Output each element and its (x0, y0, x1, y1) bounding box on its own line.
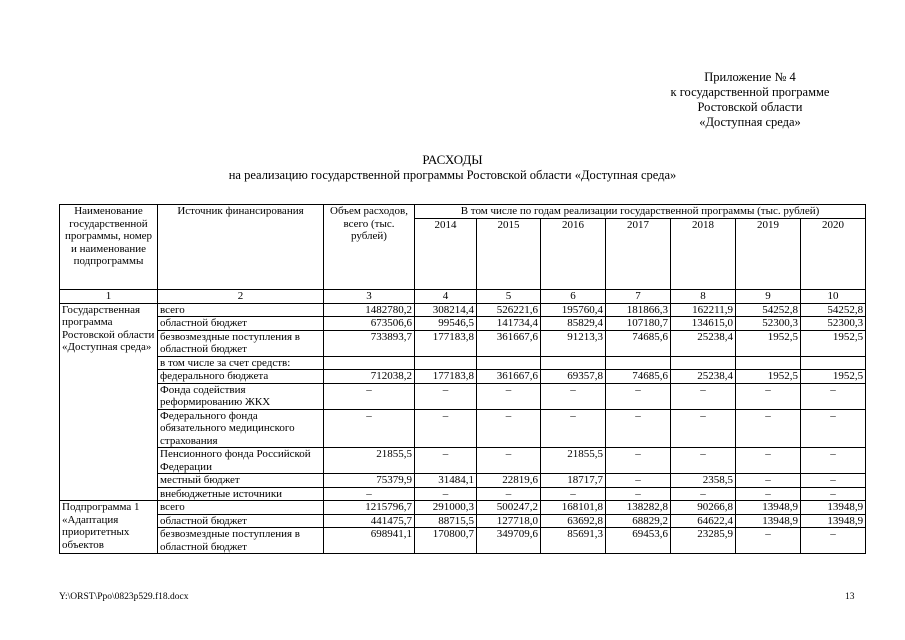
year-value-cell: 85691,3 (541, 528, 606, 554)
year-value-cell: 361667,6 (477, 330, 541, 356)
header-name: Наименование государственной программы, номер и наименование подпрограммы (60, 205, 158, 290)
header-year: 2016 (541, 218, 606, 290)
year-value-cell: 168101,8 (541, 501, 606, 515)
source-cell: всего (158, 303, 324, 317)
year-value-cell: – (736, 474, 801, 488)
program-name-cell: Государственная программа Ростовской области «Доступная среда» (60, 303, 158, 501)
year-value-cell: 177183,8 (415, 330, 477, 356)
header-year: 2015 (477, 218, 541, 290)
appendix-line: Ростовской области (697, 100, 803, 114)
year-value-cell: 349709,6 (477, 528, 541, 554)
table-row (60, 317, 866, 331)
year-value-cell: 99546,5 (415, 317, 477, 331)
year-value-cell: 90266,8 (671, 501, 736, 515)
expenses-table (59, 204, 866, 554)
year-value-cell: 291000,3 (415, 501, 477, 515)
footer-file-path: Y:\ORST\Ppo\0823p529.f18.docx (59, 592, 189, 602)
total-value-cell: 1482780,2 (324, 303, 415, 317)
table-row (60, 383, 866, 409)
year-value-cell: 74685,6 (606, 370, 671, 384)
year-value-cell: – (541, 409, 606, 448)
total-value-cell (324, 356, 415, 370)
year-value-cell: 31484,1 (415, 474, 477, 488)
year-value-cell: 25238,4 (671, 330, 736, 356)
table-row (60, 501, 866, 515)
program-name-cell: Подпрограмма 1 «Адаптация приоритетных объектов (60, 501, 158, 554)
year-value-cell: – (415, 409, 477, 448)
year-value-cell: 63692,8 (541, 514, 606, 528)
year-value-cell: – (541, 487, 606, 501)
year-value-cell: – (606, 409, 671, 448)
year-value-cell: – (415, 448, 477, 474)
source-cell: федерального бюджета (158, 370, 324, 384)
source-cell: безвозмездные поступления в областной бюджет (158, 330, 324, 356)
header-year: 2018 (671, 218, 736, 290)
year-value-cell (736, 356, 801, 370)
total-value-cell: – (324, 487, 415, 501)
year-value-cell: 25238,4 (671, 370, 736, 384)
year-value-cell: – (606, 448, 671, 474)
year-value-cell: 13948,9 (801, 514, 866, 528)
table-row (60, 356, 866, 370)
source-cell: областной бюджет (158, 317, 324, 331)
year-value-cell: 308214,4 (415, 303, 477, 317)
year-value-cell: 21855,5 (541, 448, 606, 474)
year-value-cell: 2358,5 (671, 474, 736, 488)
year-value-cell: 68829,2 (606, 514, 671, 528)
year-value-cell (801, 356, 866, 370)
header-year: 2017 (606, 218, 671, 290)
year-value-cell: 64622,4 (671, 514, 736, 528)
index-cell: 10 (801, 290, 866, 304)
appendix-line: Приложение № 4 (704, 70, 796, 84)
year-value-cell: – (736, 528, 801, 554)
index-cell: 3 (324, 290, 415, 304)
year-value-cell: 1952,5 (736, 370, 801, 384)
total-value-cell: 712038,2 (324, 370, 415, 384)
total-value-cell: 75379,9 (324, 474, 415, 488)
table-row (60, 514, 866, 528)
table-row (60, 409, 866, 448)
total-value-cell: – (324, 409, 415, 448)
year-value-cell: – (606, 474, 671, 488)
year-value-cell (477, 356, 541, 370)
year-value-cell: 13948,9 (801, 501, 866, 515)
year-value-cell: 1952,5 (736, 330, 801, 356)
year-value-cell: 69453,6 (606, 528, 671, 554)
source-cell: Федерального фонда обязательного медицинского страхования (158, 409, 324, 448)
year-value-cell: – (671, 448, 736, 474)
year-value-cell: – (801, 528, 866, 554)
year-value-cell: – (477, 383, 541, 409)
index-row (60, 290, 866, 304)
source-cell: областной бюджет (158, 514, 324, 528)
source-cell: местный бюджет (158, 474, 324, 488)
total-value-cell: 733893,7 (324, 330, 415, 356)
year-value-cell: 170800,7 (415, 528, 477, 554)
year-value-cell: 1952,5 (801, 370, 866, 384)
year-value-cell (671, 356, 736, 370)
year-value-cell: 69357,8 (541, 370, 606, 384)
year-value-cell: 500247,2 (477, 501, 541, 515)
year-value-cell (606, 356, 671, 370)
year-value-cell: 18717,7 (541, 474, 606, 488)
total-value-cell: 1215796,7 (324, 501, 415, 515)
table-row (60, 303, 866, 317)
source-cell: Пенсионного фонда Российской Федерации (158, 448, 324, 474)
year-value-cell: – (477, 487, 541, 501)
header-year: 2020 (801, 218, 866, 290)
year-value-cell: – (801, 409, 866, 448)
source-cell: в том числе за счет средств: (158, 356, 324, 370)
year-value-cell: 138282,8 (606, 501, 671, 515)
header-year: 2014 (415, 218, 477, 290)
source-cell: безвозмездные поступления в областной бюджет (158, 528, 324, 554)
header-year: 2019 (736, 218, 801, 290)
year-value-cell: 13948,9 (736, 514, 801, 528)
year-value-cell: 195760,4 (541, 303, 606, 317)
year-value-cell: – (671, 487, 736, 501)
year-value-cell: – (541, 383, 606, 409)
source-cell: Фонда содействия реформированию ЖКХ (158, 383, 324, 409)
year-value-cell: 85829,4 (541, 317, 606, 331)
year-value-cell: 88715,5 (415, 514, 477, 528)
year-value-cell: – (736, 487, 801, 501)
document-subtitle: на реализацию государственной программы Ростовской области «Доступная среда» (228, 168, 677, 182)
table-row (60, 474, 866, 488)
source-cell: всего (158, 501, 324, 515)
total-value-cell: 21855,5 (324, 448, 415, 474)
table-row (60, 487, 866, 501)
year-value-cell: – (736, 383, 801, 409)
year-value-cell (541, 356, 606, 370)
index-cell: 9 (736, 290, 801, 304)
total-value-cell: 698941,1 (324, 528, 415, 554)
year-value-cell: – (415, 487, 477, 501)
table-row (60, 528, 866, 554)
index-cell: 1 (60, 290, 158, 304)
year-value-cell: 127718,0 (477, 514, 541, 528)
index-cell: 4 (415, 290, 477, 304)
year-value-cell: 22819,6 (477, 474, 541, 488)
year-value-cell: – (606, 487, 671, 501)
appendix-line: «Доступная среда» (699, 115, 801, 129)
year-value-cell: – (477, 448, 541, 474)
index-cell: 2 (158, 290, 324, 304)
appendix-block (600, 70, 900, 130)
appendix-line: к государственной программе (670, 85, 830, 99)
year-value-cell: – (801, 448, 866, 474)
table-row (60, 330, 866, 356)
year-value-cell: 23285,9 (671, 528, 736, 554)
year-value-cell: 74685,6 (606, 330, 671, 356)
total-value-cell: – (324, 383, 415, 409)
year-value-cell: 91213,3 (541, 330, 606, 356)
year-value-cell: 52300,3 (801, 317, 866, 331)
year-value-cell: 162211,9 (671, 303, 736, 317)
year-value-cell: – (415, 383, 477, 409)
total-value-cell: 441475,7 (324, 514, 415, 528)
year-value-cell: – (801, 383, 866, 409)
table-row (60, 448, 866, 474)
year-value-cell: 361667,6 (477, 370, 541, 384)
year-value-cell: 107180,7 (606, 317, 671, 331)
year-value-cell: – (671, 383, 736, 409)
year-value-cell: – (671, 409, 736, 448)
table-row (60, 370, 866, 384)
document-title: РАСХОДЫ (422, 152, 483, 167)
year-value-cell: 181866,3 (606, 303, 671, 317)
year-value-cell: – (801, 474, 866, 488)
year-value-cell (415, 356, 477, 370)
year-value-cell: 54252,8 (801, 303, 866, 317)
year-value-cell: 177183,8 (415, 370, 477, 384)
header-source: Источник финансирования (158, 205, 324, 290)
year-value-cell: 54252,8 (736, 303, 801, 317)
year-value-cell: – (606, 383, 671, 409)
year-value-cell: – (801, 487, 866, 501)
year-value-cell: 1952,5 (801, 330, 866, 356)
header-years-group: В том числе по годам реализации государственной программы (тыс. рублей) (415, 205, 866, 219)
year-value-cell: 52300,3 (736, 317, 801, 331)
index-cell: 5 (477, 290, 541, 304)
year-value-cell: – (477, 409, 541, 448)
header-total: Объем расходов, всего (тыс. рублей) (324, 205, 415, 290)
index-cell: 8 (671, 290, 736, 304)
index-cell: 7 (606, 290, 671, 304)
year-value-cell: 141734,4 (477, 317, 541, 331)
header-row (60, 205, 866, 219)
year-value-cell: – (736, 409, 801, 448)
total-value-cell: 673506,6 (324, 317, 415, 331)
year-value-cell: 526221,6 (477, 303, 541, 317)
year-value-cell: 13948,9 (736, 501, 801, 515)
index-cell: 6 (541, 290, 606, 304)
year-value-cell: 134615,0 (671, 317, 736, 331)
source-cell: внебюджетные источники (158, 487, 324, 501)
page-number: 13 (845, 592, 855, 602)
year-value-cell: – (736, 448, 801, 474)
